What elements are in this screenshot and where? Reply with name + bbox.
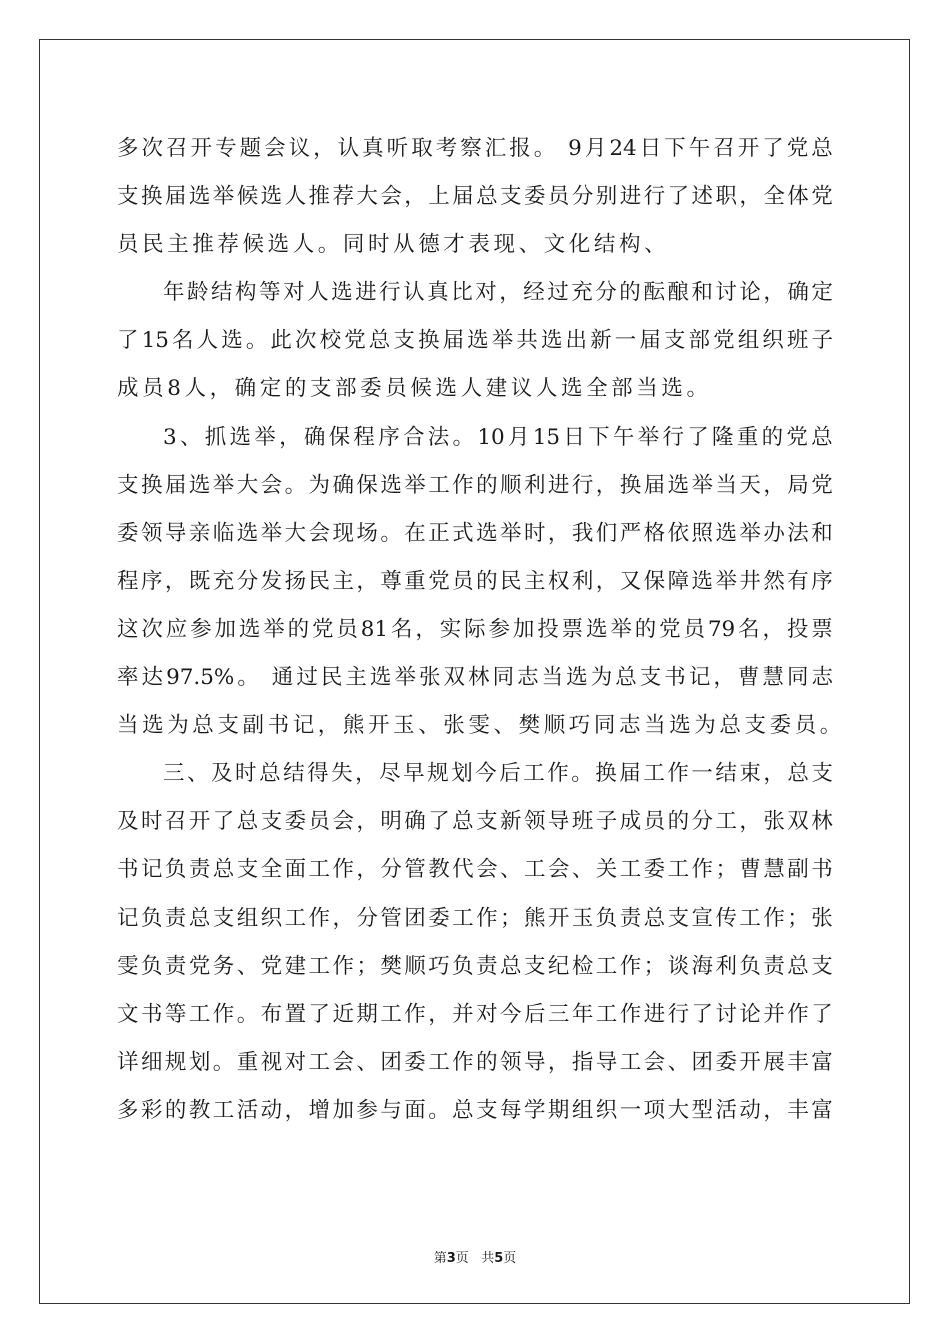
text-line: 了 15 名 人 选 。 此 次 校 党 总 支 换 届 选 举 共 选 出 新 一 届 支 部 党 组 织 班 子 bbox=[117, 328, 833, 354]
text-line: 详 细 规 划 。 重 视 对 工 会 、 团 委 工 作 的 领 导 ， 指 导 工 会 、 团 委 开 展 丰 富 bbox=[117, 1049, 833, 1075]
footer-prefix: 第 bbox=[433, 1251, 447, 1266]
text-line: 书 记 负 责 总 支 全 面 工 作 ， 分 管 教 代 会 、 工 会 、 关 工 委 工 作 ； 曹 慧 副 书 bbox=[117, 857, 833, 883]
text-line: 成员8人，确定的支部委员候选人建议人选全部当选。 bbox=[117, 376, 712, 402]
footer-current-page: 3 bbox=[446, 1251, 456, 1266]
text-line: 支 换 届 选 举 候 选 人 推 荐 大 会 ， 上 届 总 支 委 员 分 别 进 行 了 述 职 ， 全 体 党 bbox=[117, 184, 833, 210]
document-body bbox=[117, 125, 845, 1135]
text-line: 率 达 97.5% 。 通 过 民 主 选 举 张 双 林 同 志 当 选 为 总 支 书 记 ， 曹 慧 同 志 bbox=[117, 665, 833, 691]
footer-total-pages: 5 bbox=[494, 1251, 504, 1266]
text-line: 多 彩 的 教 工 活 动 ， 增 加 参 与 面 。 总 支 每 学 期 组 织 一 项 大 型 活 动 ， 丰 富 bbox=[117, 1097, 833, 1123]
text-line: 三 、 及 时 总 结 得 失 ， 尽 早 规 划 今 后 工 作 。 换 届 工 作 一 结 束 ， 总 支 bbox=[163, 761, 833, 787]
text-line: 程 序 ， 既 充 分 发 扬 民 主 ， 尊 重 党 员 的 民 主 权 利 ， 又 保 障 选 举 井 然 有 序 bbox=[117, 568, 833, 594]
text-line: 年 龄 结 构 等 对 人 选 进 行 认 真 比 对 ， 经 过 充 分 的 酝 酿 和 讨 论 ， 确 定 bbox=[163, 280, 833, 306]
text-line: 这 次 应 参 加 选 举 的 党 员 81 名 ， 实 际 参 加 投 票 选 举 的 党 员 79 名 ， 投 票 bbox=[117, 616, 833, 642]
text-line: 3 、 抓 选 举 ， 确 保 程 序 合 法 。 10 月 15 日 下 午 举 行 了 隆 重 的 党 总 bbox=[163, 424, 833, 450]
footer-page-word: 页 bbox=[455, 1251, 469, 1266]
text-line: 记 负 责 总 支 组 织 工 作 ， 分 管 团 委 工 作 ； 熊 开 玉 负 责 总 支 宣 传 工 作 ； 张 bbox=[117, 905, 833, 931]
text-line: 员民主推荐候选人。同时从德才表现、文化结构、 bbox=[117, 232, 670, 258]
text-line: 及 时 召 开 了 总 支 委 员 会 ， 明 确 了 总 支 新 领 导 班 子 成 员 的 分 工 ， 张 双 林 bbox=[117, 809, 833, 835]
text-line: 多 次 召 开 专 题 会 议 ， 认 真 听 取 考 察 汇 报 。 9 月 24 日 下 午 召 开 了 党 总 bbox=[117, 136, 833, 161]
text-line: 委 领 导 亲 临 选 举 大 会 现 场 。 在 正 式 选 举 时 ， 我 们 严 格 依 照 选 举 办 法 和 bbox=[117, 520, 833, 546]
text-line: 支 换 届 选 举 大 会 。 为 确 保 选 举 工 作 的 顺 利 进 行 ， 换 届 选 举 当 天 ， 局 党 bbox=[117, 472, 833, 498]
text-line: 雯 负 责 党 务 、 党 建 工 作 ； 樊 顺 巧 负 责 总 支 纪 检 工 作 ； 谈 海 利 负 责 总 支 bbox=[117, 953, 833, 979]
footer-total-word: 页 bbox=[503, 1251, 517, 1266]
page-footer bbox=[0, 1247, 950, 1266]
text-line: 当选为总支副书记，熊开玉、张雯、樊顺巧同志当选为总支委员。 bbox=[117, 713, 845, 739]
footer-total-prefix: 共 bbox=[481, 1251, 495, 1266]
text-line: 文 书 等 工 作 。 布 置 了 近 期 工 作 ， 并 对 今 后 三 年 工 作 进 行 了 讨 论 并 作 了 bbox=[117, 1001, 833, 1027]
